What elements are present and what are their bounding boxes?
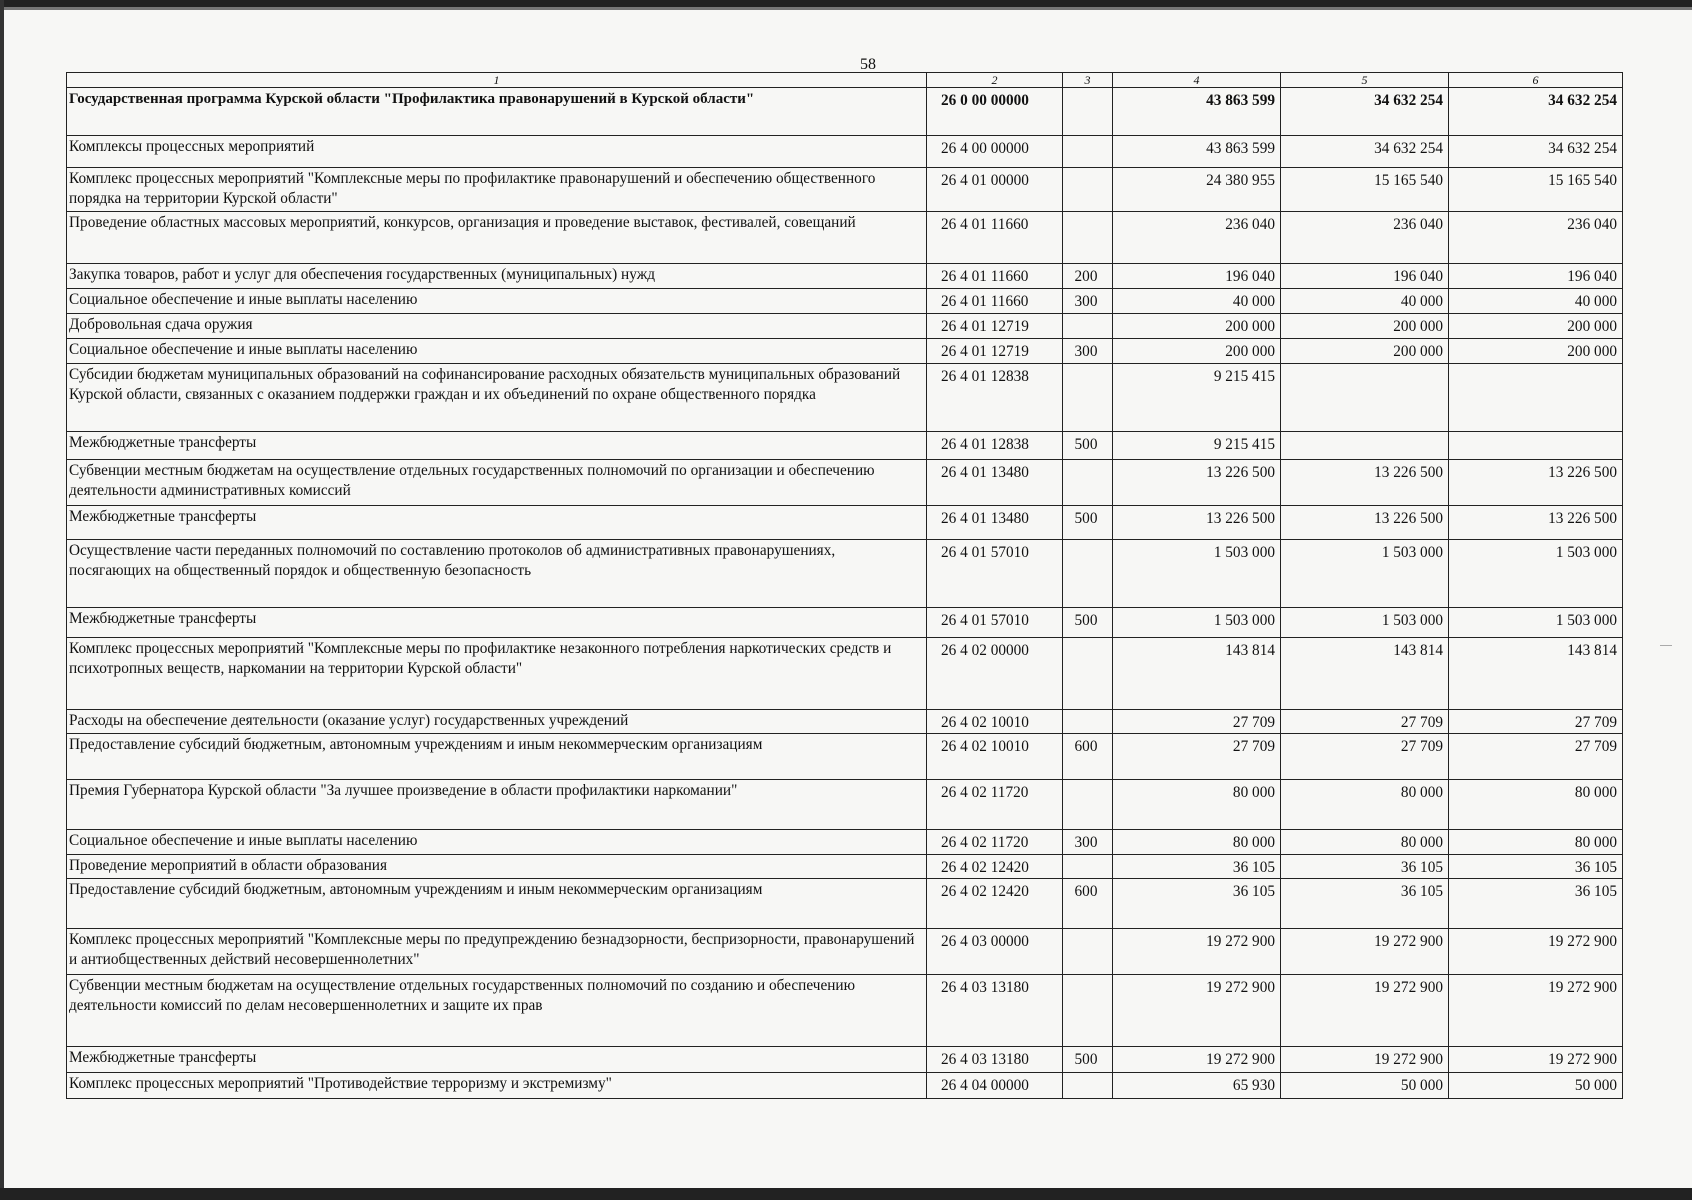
amount-year2-cell: 196 040 [1281, 264, 1449, 289]
expense-name-cell: Социальное обеспечение и иные выплаты населению [67, 339, 927, 364]
expense-type-code-cell [1063, 710, 1113, 734]
column-number-row [67, 73, 1623, 88]
amount-year1-cell: 40 000 [1113, 289, 1281, 314]
table-row [67, 975, 1623, 1047]
amount-year2-cell: 80 000 [1281, 830, 1449, 855]
amount-year3-cell: 27 709 [1449, 710, 1623, 734]
amount-year1-cell: 36 105 [1113, 855, 1281, 879]
target-article-code-cell: 26 4 01 11660 [927, 264, 1063, 289]
amount-year2-cell: 236 040 [1281, 212, 1449, 264]
amount-year3-cell: 40 000 [1449, 289, 1623, 314]
scan-bottom-edge [0, 1188, 1692, 1200]
amount-year3-cell: 196 040 [1449, 264, 1623, 289]
expense-name-cell: Субвенции местным бюджетам на осуществление отдельных государственных полномочий по организации и обеспечению деятельности административных комиссий [67, 460, 927, 506]
table-row [67, 339, 1623, 364]
table-row [67, 1073, 1623, 1099]
budget-table-body [67, 73, 1623, 1099]
table-row [67, 855, 1623, 879]
amount-year2-cell: 80 000 [1281, 780, 1449, 830]
table-row [67, 136, 1623, 168]
amount-year1-cell: 65 930 [1113, 1073, 1281, 1099]
table-row [67, 540, 1623, 608]
column-number: 3 [1063, 73, 1113, 88]
amount-year2-cell: 34 632 254 [1281, 88, 1449, 136]
expense-type-code-cell: 600 [1063, 879, 1113, 929]
expense-type-code-cell [1063, 168, 1113, 212]
amount-year1-cell: 43 863 599 [1113, 136, 1281, 168]
target-article-code-cell: 26 4 02 12420 [927, 855, 1063, 879]
expense-name-cell: Субсидии бюджетам муниципальных образований на софинансирование расходных обязательств муниципальных образований Курской области, связанных с оказанием поддержки граждан и их объединений по охране общественного порядка [67, 364, 927, 432]
expense-type-code-cell: 500 [1063, 608, 1113, 638]
expense-name-cell: Межбюджетные трансферты [67, 608, 927, 638]
amount-year3-cell: 34 632 254 [1449, 136, 1623, 168]
amount-year1-cell: 143 814 [1113, 638, 1281, 710]
table-row [67, 1047, 1623, 1073]
target-article-code-cell: 26 4 02 11720 [927, 780, 1063, 830]
budget-table [66, 72, 1623, 1099]
expense-type-code-cell: 500 [1063, 1047, 1113, 1073]
amount-year3-cell: 200 000 [1449, 339, 1623, 364]
amount-year1-cell: 19 272 900 [1113, 929, 1281, 975]
column-number: 4 [1113, 73, 1281, 88]
target-article-code-cell: 26 4 01 12719 [927, 339, 1063, 364]
expense-type-code-cell: 300 [1063, 289, 1113, 314]
amount-year1-cell: 80 000 [1113, 780, 1281, 830]
amount-year1-cell: 19 272 900 [1113, 1047, 1281, 1073]
page-number: 58 [860, 56, 876, 73]
table-row [67, 830, 1623, 855]
table-row [67, 879, 1623, 929]
expense-name-cell: Осуществление части переданных полномочий по составлению протоколов об административных правонарушениях, посягающих на общественный порядок и общественную безопасность [67, 540, 927, 608]
expense-type-code-cell: 600 [1063, 734, 1113, 780]
amount-year2-cell: 27 709 [1281, 710, 1449, 734]
expense-type-code-cell [1063, 638, 1113, 710]
amount-year1-cell: 236 040 [1113, 212, 1281, 264]
expense-type-code-cell [1063, 1073, 1113, 1099]
amount-year2-cell: 15 165 540 [1281, 168, 1449, 212]
target-article-code-cell: 26 4 02 11720 [927, 830, 1063, 855]
expense-type-code-cell [1063, 540, 1113, 608]
target-article-code-cell: 26 4 01 11660 [927, 212, 1063, 264]
amount-year1-cell: 43 863 599 [1113, 88, 1281, 136]
amount-year3-cell: 1 503 000 [1449, 608, 1623, 638]
column-number: 1 [67, 73, 927, 88]
amount-year3-cell: 80 000 [1449, 830, 1623, 855]
table-row [67, 734, 1623, 780]
amount-year2-cell: 34 632 254 [1281, 136, 1449, 168]
amount-year1-cell: 13 226 500 [1113, 506, 1281, 540]
expense-name-cell: Комплекс процессных мероприятий "Комплексные меры по профилактике незаконного потребления наркотических средств и психотропных веществ, наркомании на территории Курской области" [67, 638, 927, 710]
expense-name-cell: Межбюджетные трансферты [67, 432, 927, 460]
column-number: 6 [1449, 73, 1623, 88]
expense-name-cell: Проведение областных массовых мероприятий, конкурсов, организация и проведение выставок, фестивалей, совещаний [67, 212, 927, 264]
target-article-code-cell: 26 4 02 12420 [927, 879, 1063, 929]
column-number: 2 [927, 73, 1063, 88]
expense-name-cell: Комплекс процессных мероприятий "Противодействие терроризму и экстремизму" [67, 1073, 927, 1099]
expense-name-cell: Расходы на обеспечение деятельности (оказание услуг) государственных учреждений [67, 710, 927, 734]
table-row [67, 432, 1623, 460]
amount-year1-cell: 27 709 [1113, 710, 1281, 734]
amount-year2-cell: 1 503 000 [1281, 540, 1449, 608]
amount-year1-cell: 19 272 900 [1113, 975, 1281, 1047]
table-row [67, 168, 1623, 212]
amount-year2-cell: 143 814 [1281, 638, 1449, 710]
table-row [67, 638, 1623, 710]
amount-year2-cell: 13 226 500 [1281, 460, 1449, 506]
expense-name-cell: Предоставление субсидий бюджетным, автономным учреждениям и иным некоммерческим организациям [67, 734, 927, 780]
amount-year1-cell: 9 215 415 [1113, 432, 1281, 460]
amount-year3-cell: 236 040 [1449, 212, 1623, 264]
expense-name-cell: Добровольная сдача оружия [67, 314, 927, 339]
expense-type-code-cell: 300 [1063, 830, 1113, 855]
amount-year3-cell: 36 105 [1449, 879, 1623, 929]
amount-year1-cell: 24 380 955 [1113, 168, 1281, 212]
expense-type-code-cell: 500 [1063, 432, 1113, 460]
table-row [67, 780, 1623, 830]
table-row [67, 460, 1623, 506]
table-row [67, 264, 1623, 289]
amount-year2-cell: 19 272 900 [1281, 975, 1449, 1047]
amount-year2-cell: 36 105 [1281, 855, 1449, 879]
expense-name-cell: Государственная программа Курской области "Профилактика правонарушений в Курской области" [67, 88, 927, 136]
expense-type-code-cell [1063, 929, 1113, 975]
table-row [67, 608, 1623, 638]
target-article-code-cell: 26 4 01 11660 [927, 289, 1063, 314]
amount-year3-cell: 50 000 [1449, 1073, 1623, 1099]
target-article-code-cell: 26 4 01 57010 [927, 608, 1063, 638]
expense-type-code-cell [1063, 212, 1113, 264]
expense-name-cell: Предоставление субсидий бюджетным, автономным учреждениям и иным некоммерческим организациям [67, 879, 927, 929]
amount-year1-cell: 9 215 415 [1113, 364, 1281, 432]
expense-name-cell: Комплексы процессных мероприятий [67, 136, 927, 168]
expense-type-code-cell [1063, 88, 1113, 136]
amount-year2-cell: 1 503 000 [1281, 608, 1449, 638]
expense-name-cell: Комплекс процессных мероприятий "Комплексные меры по профилактике правонарушений и обеспечению общественного порядка на территории Курской области" [67, 168, 927, 212]
target-article-code-cell: 26 4 01 13480 [927, 506, 1063, 540]
amount-year2-cell [1281, 364, 1449, 432]
table-row [67, 314, 1623, 339]
expense-name-cell: Социальное обеспечение и иные выплаты населению [67, 289, 927, 314]
amount-year2-cell: 200 000 [1281, 339, 1449, 364]
expense-type-code-cell: 300 [1063, 339, 1113, 364]
table-row [67, 506, 1623, 540]
table-row [67, 710, 1623, 734]
expense-name-cell: Проведение мероприятий в области образования [67, 855, 927, 879]
expense-name-cell: Комплекс процессных мероприятий "Комплексные меры по предупреждению безнадзорности, беспризорности, правонарушений и антиобщественных действий несовершеннолетних" [67, 929, 927, 975]
target-article-code-cell: 26 4 01 12838 [927, 364, 1063, 432]
amount-year3-cell: 19 272 900 [1449, 975, 1623, 1047]
amount-year3-cell: 13 226 500 [1449, 506, 1623, 540]
expense-type-code-cell [1063, 780, 1113, 830]
target-article-code-cell: 26 4 01 12719 [927, 314, 1063, 339]
amount-year3-cell [1449, 364, 1623, 432]
expense-name-cell: Межбюджетные трансферты [67, 1047, 927, 1073]
target-article-code-cell: 26 4 04 00000 [927, 1073, 1063, 1099]
amount-year2-cell: 19 272 900 [1281, 1047, 1449, 1073]
expense-type-code-cell [1063, 136, 1113, 168]
table-row [67, 364, 1623, 432]
target-article-code-cell: 26 4 00 00000 [927, 136, 1063, 168]
amount-year1-cell: 200 000 [1113, 314, 1281, 339]
scan-top-edge [0, 0, 1692, 7]
expense-type-code-cell [1063, 975, 1113, 1047]
amount-year2-cell: 36 105 [1281, 879, 1449, 929]
target-article-code-cell: 26 4 02 00000 [927, 638, 1063, 710]
expense-type-code-cell: 500 [1063, 506, 1113, 540]
target-article-code-cell: 26 4 03 00000 [927, 929, 1063, 975]
table-row [67, 212, 1623, 264]
amount-year2-cell: 200 000 [1281, 314, 1449, 339]
expense-name-cell: Социальное обеспечение и иные выплаты населению [67, 830, 927, 855]
expense-name-cell: Межбюджетные трансферты [67, 506, 927, 540]
amount-year3-cell: 27 709 [1449, 734, 1623, 780]
expense-type-code-cell [1063, 364, 1113, 432]
target-article-code-cell: 26 4 01 57010 [927, 540, 1063, 608]
amount-year2-cell [1281, 432, 1449, 460]
table-row [67, 929, 1623, 975]
amount-year1-cell: 1 503 000 [1113, 608, 1281, 638]
amount-year1-cell: 200 000 [1113, 339, 1281, 364]
target-article-code-cell: 26 4 01 00000 [927, 168, 1063, 212]
amount-year2-cell: 40 000 [1281, 289, 1449, 314]
target-article-code-cell: 26 4 02 10010 [927, 734, 1063, 780]
target-article-code-cell: 26 4 03 13180 [927, 975, 1063, 1047]
amount-year3-cell: 80 000 [1449, 780, 1623, 830]
amount-year2-cell: 50 000 [1281, 1073, 1449, 1099]
amount-year3-cell: 143 814 [1449, 638, 1623, 710]
amount-year2-cell: 27 709 [1281, 734, 1449, 780]
amount-year3-cell: 19 272 900 [1449, 1047, 1623, 1073]
table-row [67, 289, 1623, 314]
column-number: 5 [1281, 73, 1449, 88]
amount-year1-cell: 196 040 [1113, 264, 1281, 289]
expense-name-cell: Закупка товаров, работ и услуг для обеспечения государственных (муниципальных) нужд [67, 264, 927, 289]
amount-year3-cell: 19 272 900 [1449, 929, 1623, 975]
amount-year3-cell: 200 000 [1449, 314, 1623, 339]
expense-type-code-cell [1063, 460, 1113, 506]
expense-type-code-cell: 200 [1063, 264, 1113, 289]
scan-mark [1660, 645, 1672, 646]
target-article-code-cell: 26 4 01 12838 [927, 432, 1063, 460]
amount-year1-cell: 27 709 [1113, 734, 1281, 780]
amount-year1-cell: 1 503 000 [1113, 540, 1281, 608]
target-article-code-cell: 26 4 03 13180 [927, 1047, 1063, 1073]
amount-year3-cell: 1 503 000 [1449, 540, 1623, 608]
expense-name-cell: Премия Губернатора Курской области "За лучшее произведение в области профилактики наркомании" [67, 780, 927, 830]
amount-year3-cell: 15 165 540 [1449, 168, 1623, 212]
target-article-code-cell: 26 4 01 13480 [927, 460, 1063, 506]
target-article-code-cell: 26 0 00 00000 [927, 88, 1063, 136]
amount-year2-cell: 19 272 900 [1281, 929, 1449, 975]
expense-type-code-cell [1063, 855, 1113, 879]
expense-name-cell: Субвенции местным бюджетам на осуществление отдельных государственных полномочий по созданию и обеспечению деятельности комиссий по делам несовершеннолетних и защите их прав [67, 975, 927, 1047]
expense-type-code-cell [1063, 314, 1113, 339]
amount-year3-cell: 34 632 254 [1449, 88, 1623, 136]
amount-year1-cell: 80 000 [1113, 830, 1281, 855]
scan-top-shadow [0, 7, 1692, 10]
amount-year3-cell: 13 226 500 [1449, 460, 1623, 506]
amount-year2-cell: 13 226 500 [1281, 506, 1449, 540]
target-article-code-cell: 26 4 02 10010 [927, 710, 1063, 734]
table-row [67, 88, 1623, 136]
scan-left-edge [0, 0, 4, 1200]
amount-year1-cell: 36 105 [1113, 879, 1281, 929]
amount-year3-cell [1449, 432, 1623, 460]
amount-year3-cell: 36 105 [1449, 855, 1623, 879]
amount-year1-cell: 13 226 500 [1113, 460, 1281, 506]
